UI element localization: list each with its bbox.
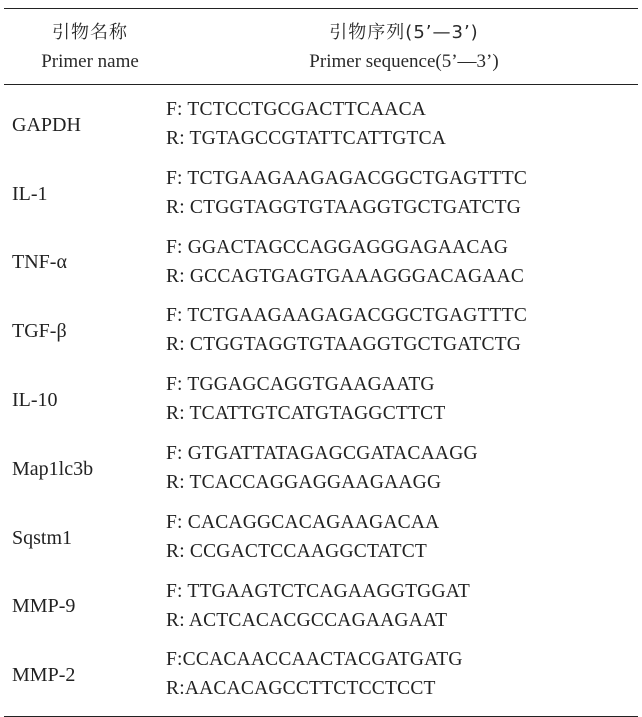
- primer-name-cell: IL-10: [12, 389, 58, 412]
- primer-name-cell: Map1lc3b: [12, 457, 94, 480]
- primer-sequence-cell: [166, 508, 439, 566]
- header-primer-name: [10, 18, 170, 76]
- reverse-sequence: R: TCATTGTCATGTAGGCTTCT: [166, 403, 446, 425]
- header-primer-sequence-en: Primer sequence(5’—3’): [309, 51, 499, 72]
- forward-sequence: F:CCACAACCAACTACGATGATG: [166, 649, 463, 671]
- primer-name-cell: MMP-9: [12, 595, 76, 618]
- reverse-sequence: R: CCGACTCCAAGGCTATCT: [166, 540, 428, 562]
- reverse-sequence: R:AACACAGCCTTCTCCTCCT: [166, 678, 436, 700]
- reverse-sequence: R: TCACCAGGAGGAAGAAGG: [166, 471, 442, 493]
- primer-sequence-cell: [166, 233, 524, 291]
- forward-sequence: F: GTGATTATAGAGCGATACAAGG: [166, 442, 478, 464]
- reverse-sequence: R: TGTAGCCGTATTCATTGTCA: [166, 128, 447, 149]
- forward-sequence: F: GGACTAGCCAGGAGGGAGAACAG: [166, 236, 509, 258]
- primer-name-cell: Sqstm1: [12, 526, 73, 549]
- forward-sequence: F: TCTGAAGAAGAGACGGCTGAGTTTC: [166, 305, 528, 327]
- primer-sequence-cell: [166, 164, 527, 222]
- table-row: [4, 573, 638, 642]
- header-primer-sequence: [170, 18, 638, 76]
- table-row: [4, 435, 638, 504]
- table-row: [4, 297, 638, 366]
- table-row: [4, 366, 638, 435]
- primer-sequence-cell: [166, 645, 463, 703]
- forward-sequence: F: TGGAGCAGGTGAAGAATG: [166, 374, 435, 396]
- primer-sequence-cell: [166, 577, 470, 635]
- primer-table: [4, 8, 638, 717]
- table-row: [4, 641, 638, 710]
- reverse-sequence: R: GCCAGTGAGTGAAAGGGACAGAAC: [166, 265, 525, 287]
- forward-sequence: F: CACAGGCACAGAAGACAA: [166, 511, 440, 533]
- forward-sequence: F: TTGAAGTCTCAGAAGGTGGAT: [166, 580, 470, 602]
- reverse-sequence: R: CTGGTAGGTGTAAGGTGCTGATCTG: [166, 196, 522, 218]
- primer-sequence-cell: [166, 301, 527, 359]
- table-body: [4, 85, 638, 716]
- header-primer-name-en: Primer name: [41, 51, 139, 72]
- primer-sequence-cell: [166, 370, 445, 428]
- primer-name-cell: IL-1: [12, 182, 48, 205]
- forward-sequence: F: TCTGAAGAAGAGACGGCTGAGTTTC: [166, 167, 528, 189]
- primer-sequence-cell: [166, 439, 478, 497]
- primer-sequence-cell: [166, 95, 446, 153]
- table-row: [4, 504, 638, 573]
- forward-sequence: F: TCTCCTGCGACTTCAACA: [166, 99, 427, 120]
- header-primer-sequence-zh: 引物序列(5’—3’): [329, 22, 479, 43]
- table-row: [4, 229, 638, 298]
- header-primer-name-zh: 引物名称: [52, 22, 128, 43]
- primer-name-cell: MMP-2: [12, 664, 76, 687]
- primer-name-cell: TNF-α: [12, 251, 67, 274]
- primer-name-cell: GAPDH: [12, 113, 81, 136]
- table-header: [4, 9, 638, 84]
- primer-name-cell: TGF-β: [12, 320, 67, 343]
- reverse-sequence: R: CTGGTAGGTGTAAGGTGCTGATCTG: [166, 334, 522, 356]
- table-row: [4, 160, 638, 229]
- table-row: [4, 91, 638, 160]
- reverse-sequence: R: ACTCACACGCCAGAAGAAT: [166, 609, 448, 631]
